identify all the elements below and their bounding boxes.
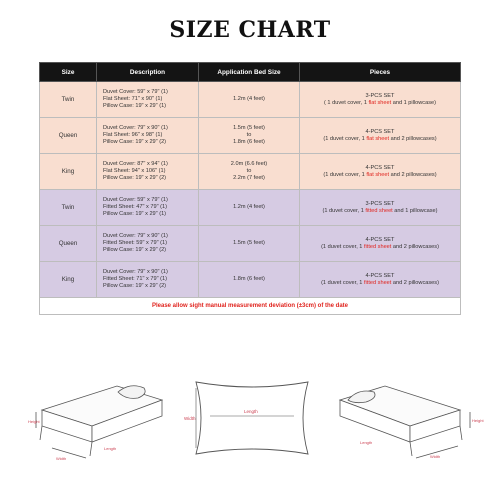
sheet-type-highlight: flat sheet: [366, 171, 390, 178]
bed-size-line: to: [246, 168, 252, 174]
pieces-cell: [300, 190, 461, 226]
header-description: Description: [97, 63, 199, 82]
table-header-row: [40, 63, 461, 82]
pieces-detail: [303, 244, 457, 251]
description-cell: [97, 118, 199, 154]
pieces-detail: [303, 208, 457, 215]
description-line: Duvet Cover: 79" x 90" (1): [103, 125, 168, 131]
size-cell: Twin: [40, 82, 97, 118]
pieces-detail: [303, 100, 457, 107]
table-row: [40, 118, 461, 154]
size-cell: Queen: [40, 226, 97, 262]
table-row: [40, 82, 461, 118]
diagram-right-width: Width: [430, 454, 441, 459]
size-cell: Twin: [40, 190, 97, 226]
diagram-right-length: Length: [360, 440, 373, 445]
description-line: Pillow Case: 19" x 29" (2): [103, 247, 167, 253]
sheet-type-highlight: fitted sheet: [363, 279, 392, 286]
pieces-detail: [303, 280, 457, 287]
bed-size-line: 1.2m (4 feet): [233, 204, 265, 210]
set-label: 4-PCS SET: [365, 128, 395, 135]
diagram-middle-width: Width: [184, 416, 196, 421]
bed-size-cell: [199, 82, 300, 118]
table-row: [40, 154, 461, 190]
diagram-left-length: Length: [104, 446, 117, 451]
diagram-middle-length: Length: [244, 409, 258, 414]
sheet-type-highlight: fitted sheet: [363, 243, 392, 250]
pillowcase-diagram: [182, 370, 322, 465]
description-cell: [97, 226, 199, 262]
diagram-left-width: Width: [56, 456, 67, 461]
diagram-left-height: Height: [28, 419, 40, 424]
set-label: 4-PCS SET: [365, 272, 395, 279]
set-label: 4-PCS SET: [365, 164, 395, 171]
sheet-type-highlight: flat sheet: [368, 99, 392, 106]
pieces-text-end: and 2 pillowcases): [391, 279, 439, 286]
diagram-right-height: Height: [472, 418, 484, 423]
note-row: [40, 298, 461, 315]
description-line: Pillow Case: 19" x 29" (2): [103, 283, 167, 289]
bed-size-line: 1.5m (5 feet): [233, 125, 265, 131]
sheet-type-highlight: flat sheet: [366, 135, 390, 142]
description-line: Duvet Cover: 87" x 94" (1): [103, 161, 168, 167]
pieces-detail: [303, 136, 457, 143]
pieces-cell: [300, 226, 461, 262]
fitted-sheet-diagram: [330, 360, 484, 460]
size-chart-table: [39, 62, 461, 315]
pieces-text-end: and 2 pillowcases): [389, 171, 437, 178]
pieces-text-start: (1 duvet cover, 1: [323, 171, 367, 178]
pieces-text-start: (1 duvet cover, 1: [323, 135, 367, 142]
description-line: Duvet Cover: 59" x 79" (1): [103, 197, 168, 203]
description-line: Duvet Cover: 59" x 79" (1): [103, 89, 168, 95]
bed-size-line: 2.2m (7 feet): [233, 175, 265, 181]
header-pieces: Pieces: [300, 63, 461, 82]
header-size: Size: [40, 63, 97, 82]
description-line: Fitted Sheet: 71" x 79" (1): [103, 276, 167, 282]
description-line: Fitted Sheet: 47" x 79" (1): [103, 204, 167, 210]
set-label: 3-PCS SET: [365, 200, 395, 207]
description-line: Pillow Case: 19" x 29" (2): [103, 139, 167, 145]
page-title: SIZE CHART: [169, 17, 331, 43]
pieces-text-start: (1 duvet cover, 1: [321, 279, 364, 286]
description-line: Pillow Case: 19" x 29" (2): [103, 175, 167, 181]
bed-size-line: 1.2m (4 feet): [233, 96, 265, 102]
pieces-cell: [300, 154, 461, 190]
description-line: Flat Sheet: 71" x 90" (1): [103, 96, 163, 102]
bed-size-cell: [199, 190, 300, 226]
pieces-text-end: and 1 pillowcase): [391, 99, 436, 106]
pieces-text-start: (1 duvet cover, 1: [322, 207, 366, 214]
bed-size-cell: [199, 154, 300, 190]
table-row: [40, 226, 461, 262]
pieces-cell: [300, 82, 461, 118]
description-line: Duvet Cover: 79" x 90" (1): [103, 269, 168, 275]
bed-size-line: 1.8m (6 feet): [233, 276, 265, 282]
measurement-note: Please allow sight manual measurement deviation (±3cm) of the date: [40, 298, 461, 315]
table-row: [40, 190, 461, 226]
description-line: Fitted Sheet: 59" x 79" (1): [103, 240, 167, 246]
bed-size-line: 2.0m (6.6 feet): [230, 161, 268, 167]
description-cell: [97, 262, 199, 298]
pieces-text-end: and 1 pillowcase): [392, 207, 438, 214]
description-line: Duvet Cover: 79" x 90" (1): [103, 233, 168, 239]
pieces-cell: [300, 262, 461, 298]
pieces-text-end: and 2 pillowcases): [389, 135, 437, 142]
size-cell: King: [40, 262, 97, 298]
set-label: 4-PCS SET: [365, 236, 395, 243]
pieces-detail: [303, 172, 457, 179]
description-cell: [97, 190, 199, 226]
set-label: 3-PCS SET: [365, 92, 395, 99]
description-cell: [97, 154, 199, 190]
bed-size-line: 1.8m (6 feet): [233, 139, 265, 145]
bed-size-cell: [199, 262, 300, 298]
size-cell: Queen: [40, 118, 97, 154]
bed-size-cell: [199, 226, 300, 262]
bed-size-cell: [199, 118, 300, 154]
bed-size-line: 1.5m (5 feet): [233, 240, 265, 246]
description-cell: [97, 82, 199, 118]
description-line: Flat Sheet: 94" x 106" (1): [103, 168, 166, 174]
table-row: [40, 262, 461, 298]
pieces-text-start: (1 duvet cover, 1: [321, 243, 364, 250]
flat-sheet-diagram: [22, 360, 172, 460]
pieces-cell: [300, 118, 461, 154]
size-cell: King: [40, 154, 97, 190]
pieces-text-start: ( 1 duvet cover, 1: [324, 99, 369, 106]
pieces-text-end: and 2 pillowcases): [391, 243, 439, 250]
description-line: Pillow Case: 19" x 29" (1): [103, 211, 167, 217]
description-line: Flat Sheet: 96" x 98" (1): [103, 132, 163, 138]
description-line: Pillow Case: 19" x 29" (1): [103, 103, 167, 109]
bed-size-line: to: [246, 132, 252, 138]
sheet-type-highlight: fitted sheet: [365, 207, 393, 214]
header-bed-size: Application Bed Size: [199, 63, 300, 82]
